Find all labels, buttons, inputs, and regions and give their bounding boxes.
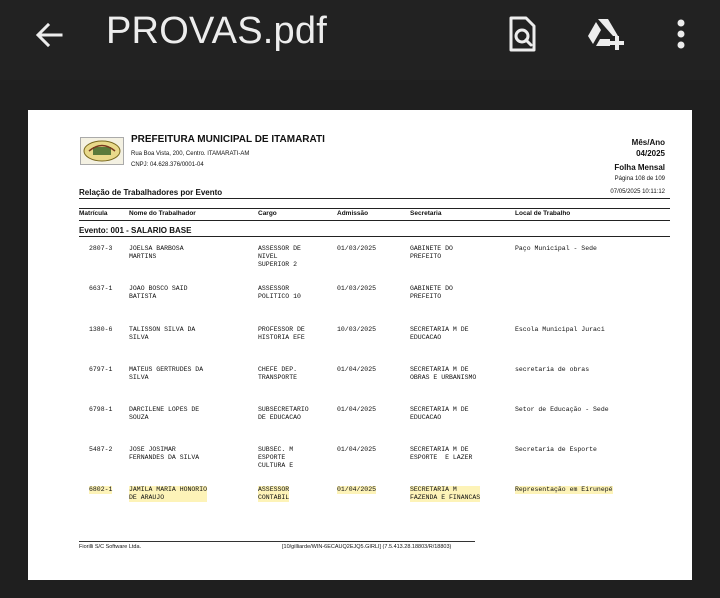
cell-admissao: 01/04/2025	[337, 486, 377, 493]
more-vert-icon[interactable]	[661, 14, 701, 54]
cell-admissao: 01/04/2025	[337, 446, 377, 453]
footer-divider	[79, 541, 475, 542]
evento-label: Evento: 001 - SALARIO BASE	[79, 226, 192, 235]
cell-admissao: 01/03/2025	[337, 285, 377, 292]
folha-label: Folha Mensal	[614, 163, 665, 172]
cell-cargo: CHEFE DEP. TRANSPORTE	[258, 366, 298, 381]
footer-system-info: [10/gilliarde/WIN-6ECAUQ2EJQ5.GIRLI] (7.5.413.28.18803/R/18803)	[282, 544, 452, 550]
col-header-nome: Nome do Trabalhador	[129, 210, 196, 217]
cell-local: Escola Municipal Juraci	[515, 326, 605, 333]
cell-cargo: ASSESSOR POLITICO 10	[258, 285, 301, 300]
col-header-local: Local de Trabalho	[515, 210, 571, 217]
cell-nome: DARCILENE LOPES DE SOUZA	[129, 406, 200, 421]
cell-secretaria: SECRETARIA M DE OBRAS E URBANISMO	[410, 366, 477, 381]
search-document-icon[interactable]	[502, 14, 542, 54]
cell-admissao: 10/03/2025	[337, 326, 377, 333]
back-arrow-icon[interactable]	[30, 16, 68, 54]
page-number: Página 108 de 109	[614, 176, 665, 182]
cell-secretaria: SECRETARIA M DE EDUCACAO	[410, 406, 469, 421]
pdf-viewer[interactable]	[0, 80, 720, 598]
municipal-logo	[80, 137, 124, 165]
org-name: PREFEITURA MUNICIPAL DE ITAMARATI	[131, 134, 325, 145]
cell-admissao: 01/03/2025	[337, 245, 377, 252]
cell-matricula: 6798-1	[89, 406, 113, 413]
report-datetime: 07/05/2025 10:11:12	[610, 189, 665, 195]
cell-secretaria: SECRETARIA M DE ESPORTE E LAZER	[410, 446, 473, 461]
cell-matricula: 6637-1	[89, 285, 113, 292]
cell-secretaria: SECRETARIA M FAZENDA E FINANCAS	[410, 486, 481, 501]
divider	[79, 220, 670, 221]
cell-cargo: SUBSEC. M ESPORTE CULTURA E	[258, 446, 294, 469]
cell-nome: JOAO BOSCO SAID BATISTA	[129, 285, 188, 300]
org-address: Rua Boa Vista, 200, Centro. ITAMARATI-AM	[131, 151, 250, 157]
cell-admissao: 01/04/2025	[337, 366, 377, 373]
cell-local: Representação em Eirunepé	[515, 486, 613, 493]
cell-nome: MATEUS GERTRUDES DA SILVA	[129, 366, 204, 381]
report-title: Relação de Trabalhadores por Evento	[79, 188, 223, 197]
cell-cargo: PROFESSOR DE HISTORIA EFE	[258, 326, 305, 341]
document-title: PROVAS.pdf	[106, 10, 327, 52]
col-header-cargo: Cargo	[258, 210, 277, 217]
cell-local: secretaria de obras	[515, 366, 590, 373]
cell-matricula: 2807-3	[89, 245, 113, 252]
cell-cargo: ASSESSOR CONTABIL	[258, 486, 290, 501]
cell-local: Paço Municipal - Sede	[515, 245, 597, 252]
cell-cargo: SUBSECRETARIO DE EDUCACAO	[258, 406, 309, 421]
divider	[79, 236, 670, 237]
cell-matricula: 6802-1	[89, 486, 113, 493]
divider	[79, 208, 670, 209]
pdf-page	[28, 110, 692, 580]
cell-matricula: 6797-1	[89, 366, 113, 373]
cell-admissao: 01/04/2025	[337, 406, 377, 413]
cell-nome: TALISSON SILVA DA SILVA	[129, 326, 196, 341]
col-header-matricula: Matrícula	[79, 210, 108, 217]
cell-secretaria: SECRETARIA M DE EDUCACAO	[410, 326, 469, 341]
mes-ano-value: 04/2025	[636, 149, 665, 158]
col-header-secretaria: Secretaria	[410, 210, 442, 217]
col-header-admissao: Admissão	[337, 210, 369, 217]
cell-cargo: ASSESSOR DE NIVEL SUPERIOR 2	[258, 245, 301, 268]
top-app-bar	[0, 0, 720, 80]
cell-secretaria: GABINETE DO PREFEITO	[410, 245, 453, 260]
cell-matricula: 5487-2	[89, 446, 113, 453]
footer-software: Fiorilli S/C Software Ltda.	[79, 544, 142, 550]
org-cnpj: CNPJ: 04.628.376/0001-04	[131, 162, 204, 168]
cell-matricula: 1380-6	[89, 326, 113, 333]
drive-add-icon[interactable]	[586, 14, 626, 54]
cell-local: Setor de Educação - Sede	[515, 406, 609, 413]
cell-local: Secretaria de Esporte	[515, 446, 597, 453]
cell-nome: JAMILA MARIA HONORIO DE ARAUJO	[129, 486, 208, 501]
cell-secretaria: GABINETE DO PREFEITO	[410, 285, 453, 300]
cell-nome: JOSE JOSIMAR FERNANDES DA SILVA	[129, 446, 200, 461]
divider	[79, 198, 670, 199]
cell-nome: JOELSA BARBOSA MARTINS	[129, 245, 184, 260]
mes-ano-label: Mês/Ano	[631, 138, 665, 147]
